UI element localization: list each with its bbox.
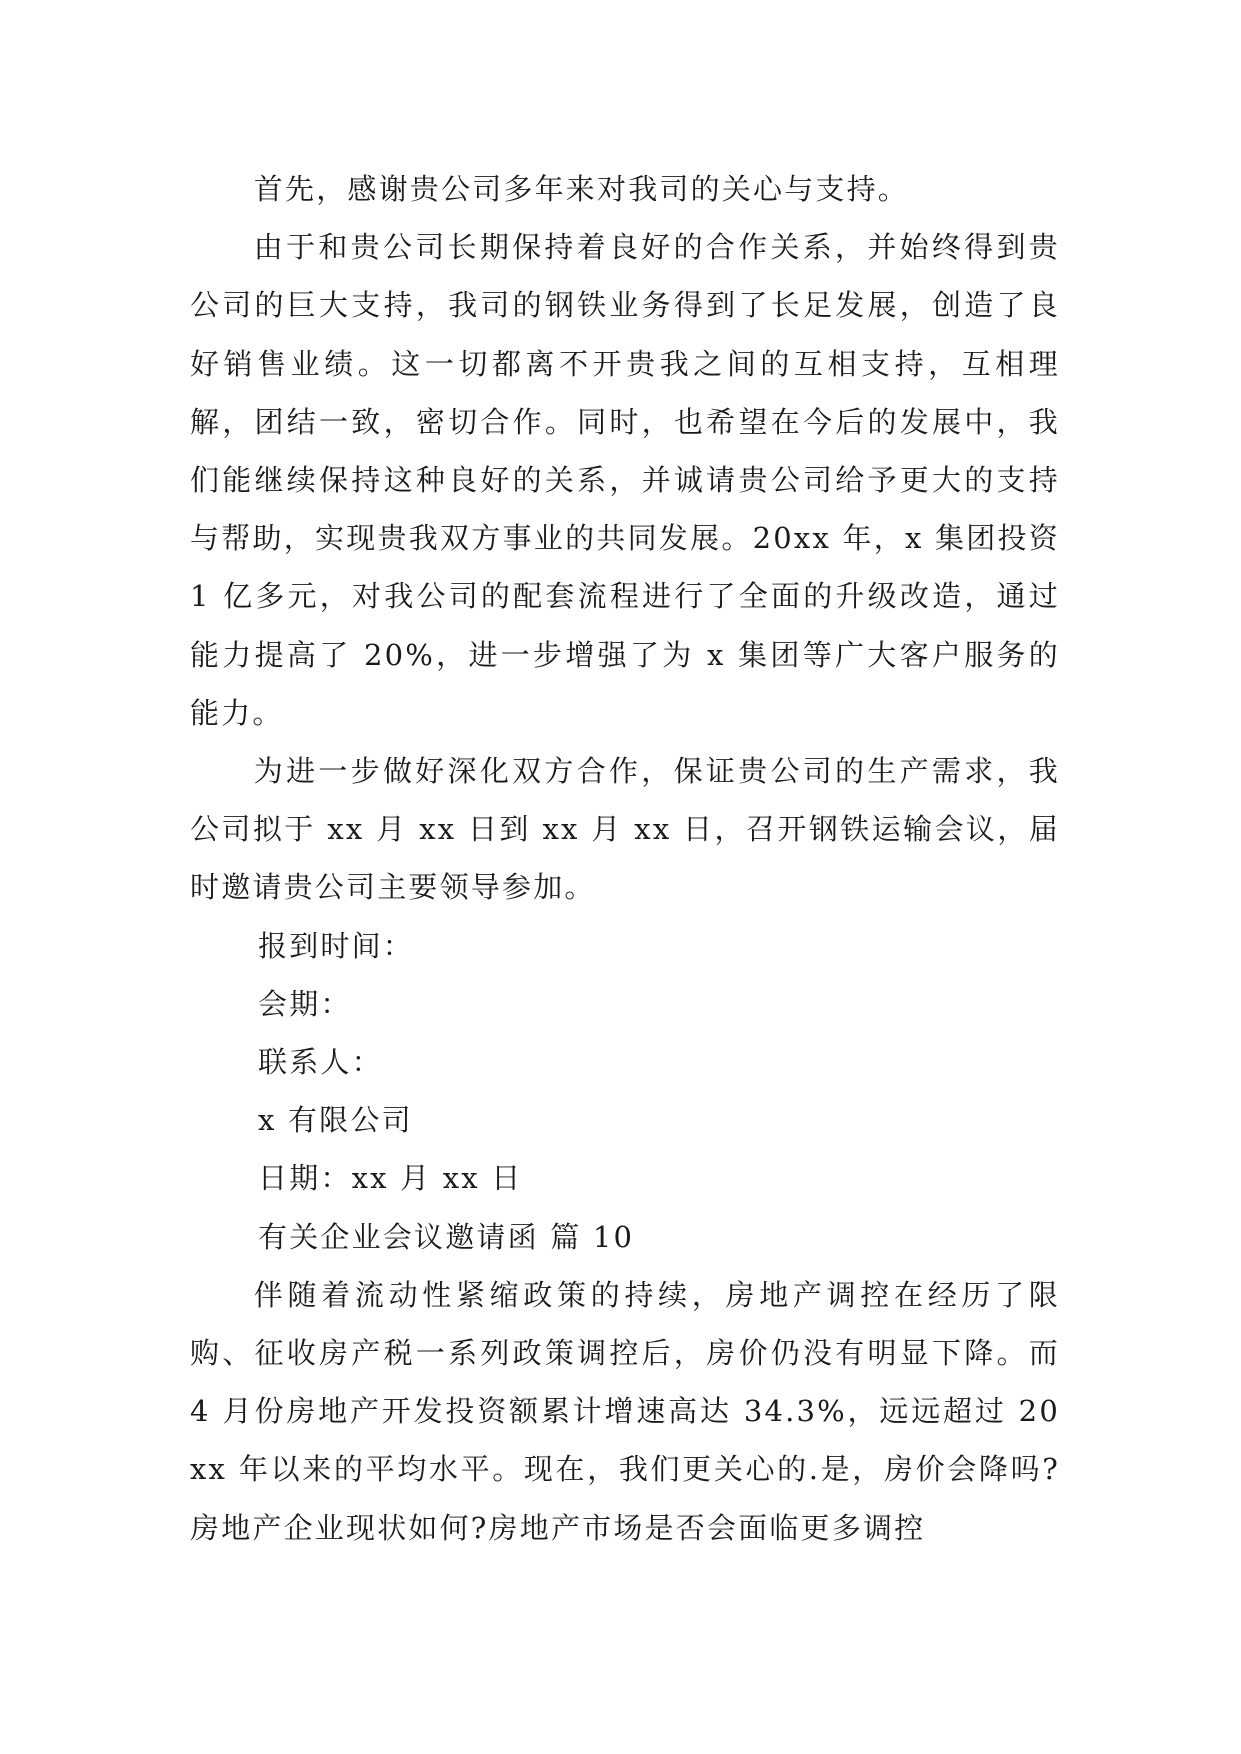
paragraph-thanks: 首先，感谢贵公司多年来对我司的关心与支持。 (253, 172, 909, 206)
paragraph-cooperation: 由于和贵公司长期保持着良好的合作关系，并始终得到贵公司的巨大支持，我司的钢铁业务得到了长足发展，创造了良好销售业绩。这一切都离不开贵我之间的互相支持，互相理解，团结一致，密切合作。同时，也希望在今后的发展中，我们能继续保持这种良好的关系，并诚请贵公司给予更大的支持与帮助，实现贵我双方事业的共同发展。20xx 年，x 集团投资 1 亿多元，对我公司的配套流程进行了全面的升级改造，通过能力提高了 20%，进一步增强了为 x 集团等广大客户服务的能力。 (190, 230, 1060, 730)
field-report-time: 报到时间： (258, 928, 415, 963)
field-session: 会期： (258, 986, 352, 1021)
paragraph-invitation: 为进一步做好深化双方合作，保证贵公司的生产需求，我公司拟于 xx 月 xx 日到 xx 月 xx 日，召开钢铁运输会议，届时邀请贵公司主要领导参加。 (190, 754, 1060, 905)
document-page (190, 160, 1060, 1557)
paragraph-real-estate: 伴随着流动性紧缩政策的持续，房地产调控在经历了限购、征收房产税一系列政策调控后，房价仍没有明显下降。而 4 月份房地产开发投资额累计增速高达 34.3%，远远超过 20xx 年以来的平均水平。现在，我们更关心的.是，房价会降吗?房地产企业现状如何?房地产市场是否会面临更多调控 (190, 1277, 1060, 1545)
company-signature: x 有限公司 (258, 1103, 413, 1138)
signature-date: 日期：xx 月 xx 日 (258, 1161, 523, 1196)
section-heading: 有关企业会议邀请函 篇 10 (258, 1219, 635, 1254)
field-contact: 联系人： (258, 1045, 383, 1080)
